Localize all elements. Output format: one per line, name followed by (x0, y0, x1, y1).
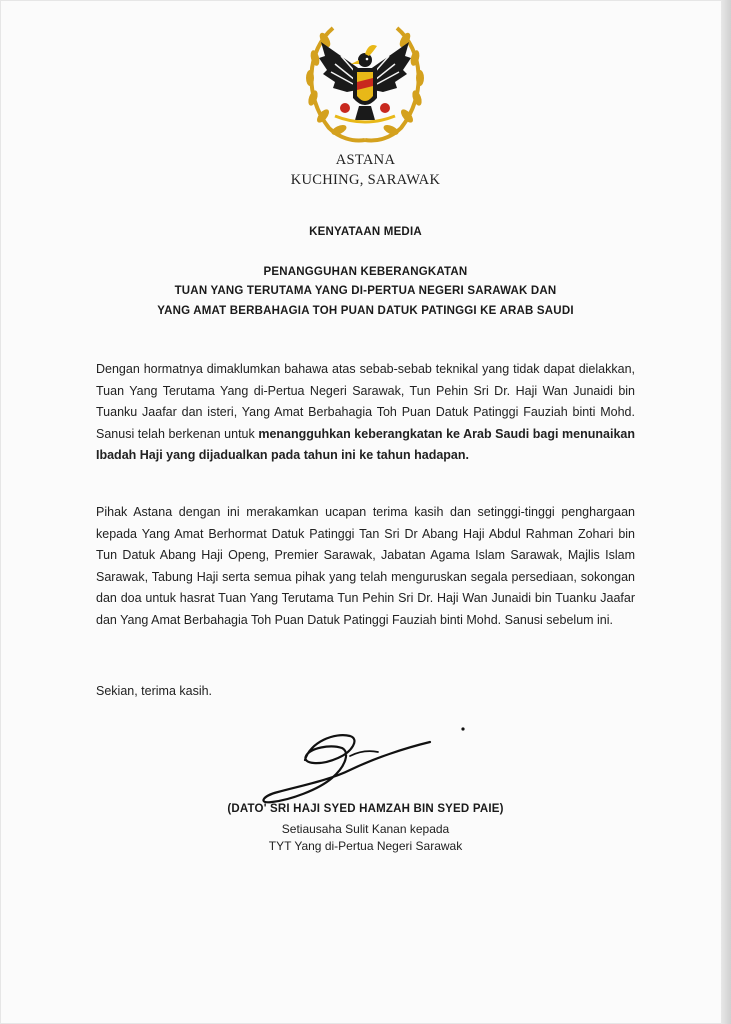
subheading-line-3: YANG AMAT BERBAHAGIA TOH PUAN DATUK PATINGGI KE ARAB SAUDI (157, 305, 574, 317)
sarawak-crest-icon (295, 20, 435, 145)
handwritten-signature (250, 722, 480, 807)
subheading-line-2: TUAN YANG TERUTAMA YANG DI-PERTUA NEGERI SARAWAK DAN (174, 285, 557, 297)
paragraph-1-text: Dengan hormatnya dimaklumkan bahawa atas sebab-sebab teknikal yang tidak dapat dielakkan, Tuan Yang Terutama Yang di-Pertua Negeri Sarawak, Tun Pehin Sri Dr. Haji Wan Junaidi bin Tuanku Jaafar dan isteri, Yang Amat Berbahagia Toh Puan Datuk Patinggi Fauziah binti Mohd. Sanusi telah berkenan untuk (96, 362, 635, 441)
letterhead-line-2: KUCHING, SARAWAK (290, 172, 441, 188)
signatory-title-2: TYT Yang di-Pertua Negeri Sarawak (268, 839, 463, 853)
subheading-line-1: PENANGGUHAN KEBERANGKATAN (263, 266, 468, 278)
page-edge-shadow (721, 0, 731, 1024)
signatory-title-1: Setiausaha Sulit Kanan kepada (281, 822, 450, 836)
signatory-name: (DATO' SRI HAJI SYED HAMZAH BIN SYED PAIE) (227, 803, 504, 815)
paragraph-1-bold: menangguhkan keberangkatan ke Arab Saudi bagi menunaikan Ibadah Haji yang dijadualkan pada tahun ini ke tahun hadapan. (96, 426, 635, 462)
closing-line: Sekian, terima kasih. (96, 684, 213, 698)
letterhead-line-1: ASTANA (335, 152, 396, 168)
paragraph-1 (96, 359, 635, 467)
document-heading: KENYATAAN MEDIA (309, 226, 422, 238)
paragraph-2: Pihak Astana dengan ini merakamkan ucapan terima kasih dan setinggi-tinggi penghargaan kepada Yang Amat Berhormat Datuk Patinggi Tan Sri Dr Abang Haji Abdul Rahman Zohari bin Tun Datuk Abang Haji Openg, Premier Sarawak, Jabatan Agama Islam Sarawak, Majlis Islam Sarawak, Tabung Haji serta semua pihak yang telah menguruskan segala persediaan, sokongan dan doa untuk hasrat Tuan Yang Terutama Tun Pehin Sri Dr. Haji Wan Junaidi bin Tuanku Jaafar dan Yang Amat Berbahagia Toh Puan Datuk Patinggi Fauziah binti Mohd. Sanusi sebelum ini. (96, 505, 635, 627)
